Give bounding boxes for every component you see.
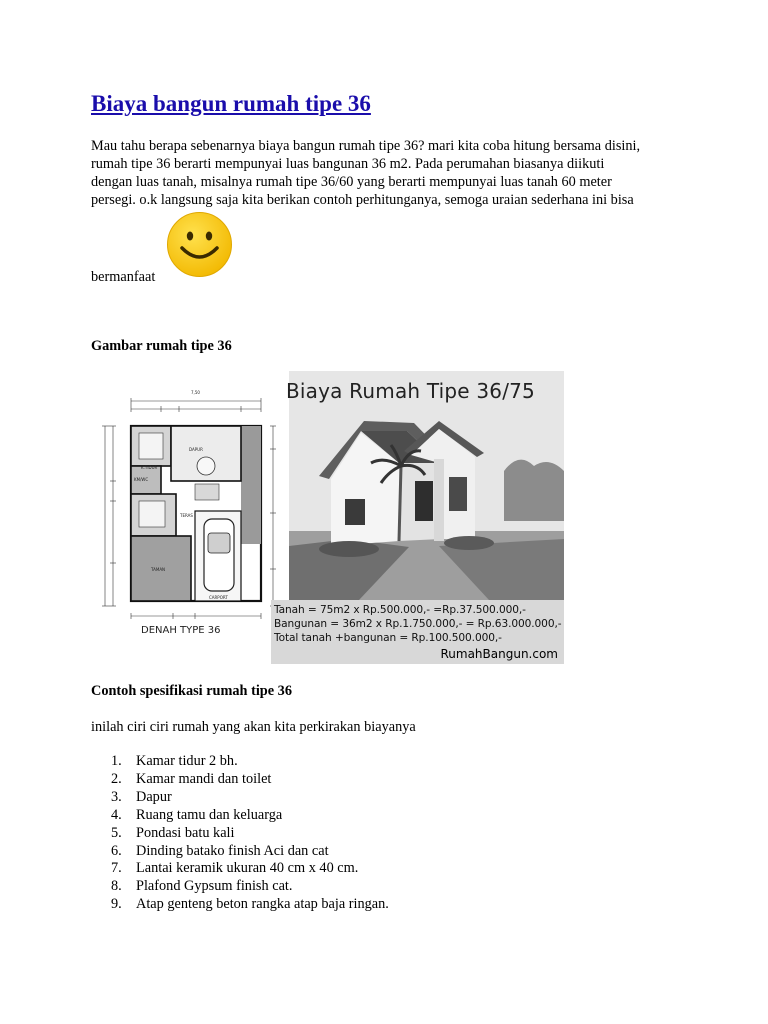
list-item: 4. Ruang tamu dan keluarga xyxy=(111,806,283,823)
svg-text:DAPUR: DAPUR xyxy=(189,447,203,452)
svg-text:CARPORT: CARPORT xyxy=(209,595,228,600)
image-credit: RumahBangun.com xyxy=(440,647,558,661)
list-item: 2. Kamar mandi dan toilet xyxy=(111,770,272,787)
list-item: 5. Pondasi batu kali xyxy=(111,824,235,841)
svg-text:K.TIDUR: K.TIDUR xyxy=(141,465,158,470)
svg-text:KM/WC: KM/WC xyxy=(134,477,149,482)
list-item: 7. Lantai keramik ukuran 40 cm x 40 cm. xyxy=(111,860,359,877)
list-item: 8. Plafond Gypsum finish cat. xyxy=(111,878,293,895)
cost-line-land: Tanah = 75m2 x Rp.500.000,- =Rp.37.500.000,- xyxy=(274,604,526,616)
list-item: 9. Atap genteng beton rangka atap baja ringan. xyxy=(111,896,389,913)
floor-plan-caption: DENAH TYPE 36 xyxy=(141,625,221,636)
intro-line: Mau tahu berapa sebenarnya biaya bangun rumah tipe 36? mari kita coba hitung bersama disini, xyxy=(91,138,641,154)
cost-line-building: Bangunan = 36m2 x Rp.1.750.000,- = Rp.63.000.000,- xyxy=(274,618,562,630)
list-item: 3. Dapur xyxy=(111,788,172,805)
list-item: 1. Kamar tidur 2 bh. xyxy=(111,753,238,769)
house-figure xyxy=(91,371,564,664)
intro-line: rumah tipe 36 berarti mempunyai luas bangunan 36 m2. Pada perumahan biasanya diikuti xyxy=(91,156,605,172)
page-title[interactable]: Biaya bangun rumah tipe 36 xyxy=(91,91,371,116)
section-heading-gambar: Gambar rumah tipe 36 xyxy=(91,338,232,354)
intro-line: dengan luas tanah, misalnya rumah tipe 36/60 yang berarti mempunyai luas tanah 60 meter xyxy=(91,174,612,190)
svg-text:TERAS: TERAS xyxy=(180,513,193,518)
svg-text:TAMAN: TAMAN xyxy=(151,567,166,572)
spec-lead-text: inilah ciri ciri rumah yang akan kita perkirakan biayanya xyxy=(91,719,416,735)
smiley-face-icon xyxy=(166,211,233,278)
intro-line: persegi. o.k langsung saja kita berikan contoh perhitunganya, semoga uraian sederhana ini bisa xyxy=(91,192,634,208)
spec-list xyxy=(91,753,389,914)
intro-end-text: bermanfaat xyxy=(91,269,156,285)
section-heading-contoh: Contoh spesifikasi rumah tipe 36 xyxy=(91,683,292,699)
figure-title: Biaya Rumah Tipe 36/75 xyxy=(286,379,535,403)
svg-text:7,50: 7,50 xyxy=(191,390,200,395)
intro-paragraph xyxy=(91,137,681,209)
floor-plan-image xyxy=(91,371,289,664)
cost-line-total: Total tanah +bangunan = Rp.100.500.000,- xyxy=(274,632,502,644)
list-item: 6. Dinding batako finish Aci dan cat xyxy=(111,842,329,859)
